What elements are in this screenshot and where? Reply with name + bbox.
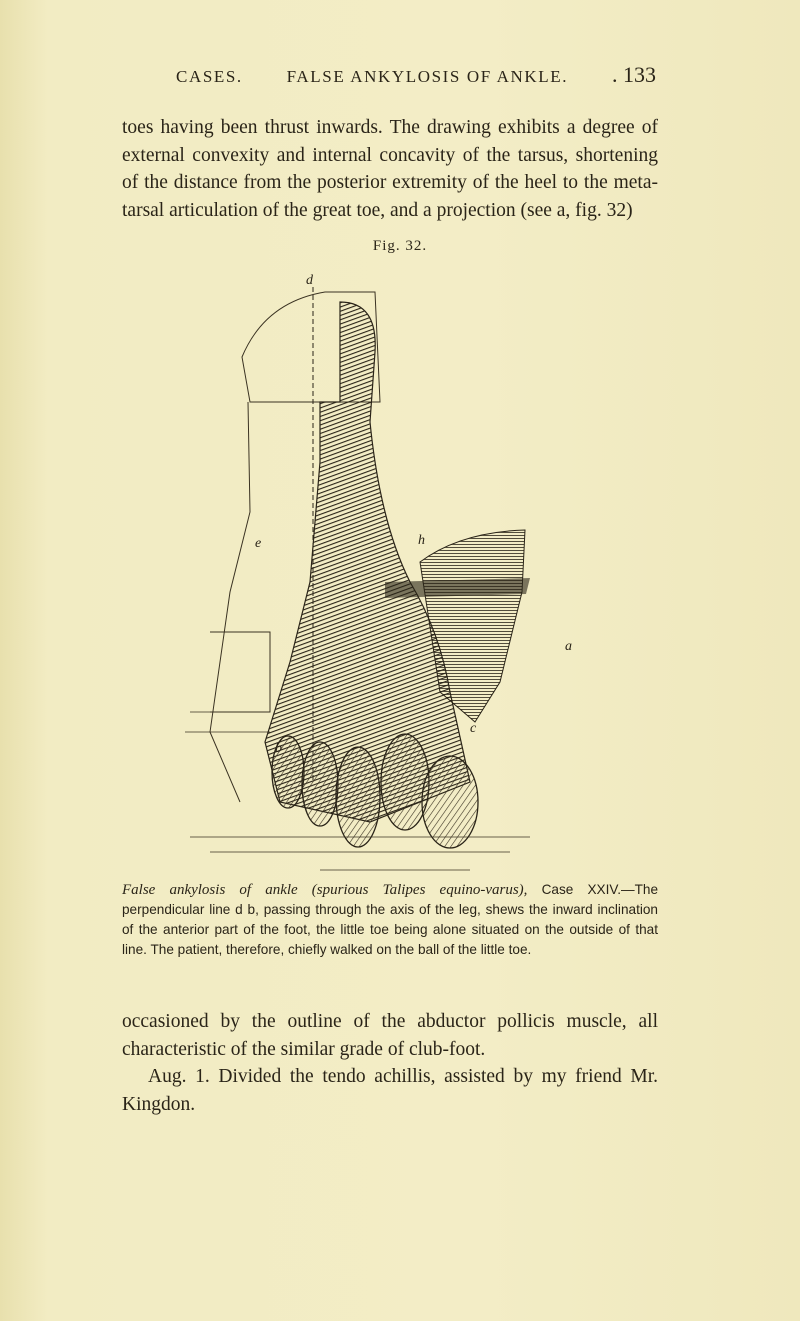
label-e: e [255, 536, 262, 551]
label-a: a [565, 639, 572, 654]
caption-text: Case XXIV.—The perpendicular line d b, passing through the axis of the leg, shews the inward inclination of the anterior part of the foot, the little toe being alone situated on the outside of that line. The patient, therefore, chiefly walked on the ball of the little toe. [122, 882, 659, 957]
caption-italic: False ankylosis of ankle (spurious Talipes equino-varus), [122, 882, 528, 898]
page-number: . 133 [611, 62, 656, 87]
running-head-title: FALSE ANKYLOSIS OF ANKLE. [286, 67, 569, 86]
figure-label: Fig. 32. [372, 238, 428, 254]
label-d: d [306, 273, 313, 288]
label-c: c [470, 721, 477, 736]
figure-caption [122, 880, 658, 960]
running-head-left: CASES. [176, 67, 243, 86]
paragraph-3: Aug. 1. Divided the tendo achillis, assisted by my friend Mr. Kingdon. [122, 1066, 658, 1115]
paragraph-2: occasioned by the outline of the abductor pollicis muscle, all characteristic of the similar grade of club-foot. [122, 1011, 658, 1060]
paragraph-1: toes having been thrust inwards. The drawing exhibits a degree of external convexity and internal concavity of the tarsus, shortening of the distance from the posterior extremity of the heel to the meta-tarsal articulation of the great toe, and a projection (see a, fig. 32) [122, 117, 658, 221]
label-b: b [275, 741, 282, 756]
running-head [176, 62, 656, 88]
label-h: h [418, 533, 425, 548]
foot-illustration [170, 262, 570, 882]
